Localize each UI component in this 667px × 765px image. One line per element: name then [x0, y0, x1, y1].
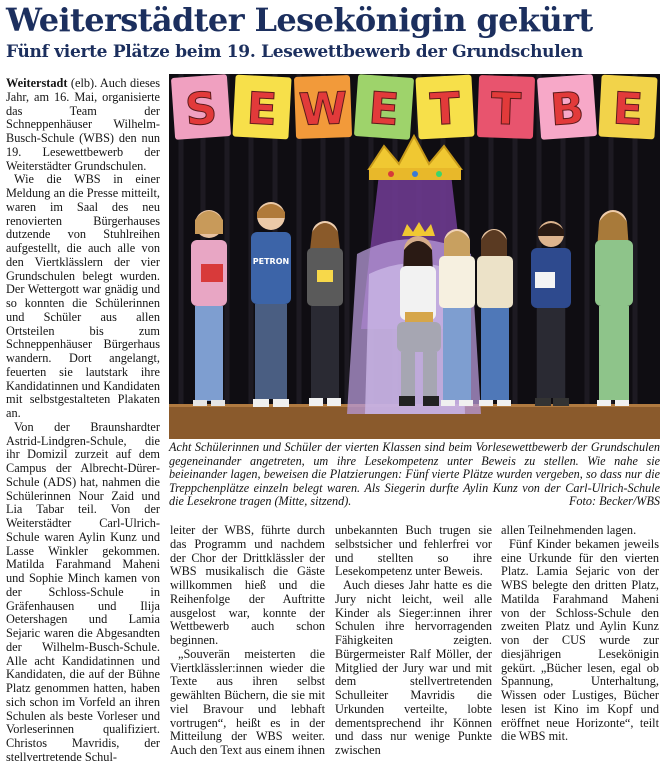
child-figure [439, 229, 475, 406]
article-photo [169, 74, 660, 439]
banner-card [477, 75, 535, 139]
banner-card [354, 74, 414, 140]
article-lead [6, 77, 160, 173]
banner-letter: T [428, 83, 462, 136]
article-paragraph: leiter der WBS, führte durch das Programm und nachdem der Chor der Drittklässler der WBS musikalisch die Gäste willkommen hieß und die Reihenfolge der Auftritte ausgelost war, konnte der Wettbewerb auch schon beginnen. [170, 523, 325, 647]
photo-caption [169, 441, 660, 521]
article-headline: Weiterstädter Lesekönigin gekürt [6, 1, 593, 39]
banner-letter: E [367, 83, 401, 136]
banner-letter: S [183, 82, 219, 137]
article-paragraph: Wie die WBS in einer Meldung an die Presse mitteilt, waren im Saal des neu renovierten Bürgerhauses dutzende von Stuhlreihen aufgestellt, die auch alle von den Viertklässlern der vier Grundschulen belegt wurden. Der Wettergott war gnädig und so konnten die Schülerinnen und Schüler aus allen Ortsteilen bis zum Schneppenhäuser Bürgerhaus wandern. Dort angelangt, feuerten sie lautstark ihre Kandidatinnen und Kandidaten mit selbstgestalteten Plakaten an. [6, 172, 160, 420]
banner-letter: E [611, 83, 645, 136]
article-dateline: Weiterstadt [6, 76, 68, 90]
article-paragraph: Fünf Kinder bekamen jeweils eine Urkunde für den vierten Platz. Lamia Sejaric von der WBS belegte den dritten Platz, Matilda Farahmand Maheni von der Schloss-Schule den zweiten Platz und Aylin Kunz von der CUS wurde zur diesjährigen Lesekönigin gekürt. „Bücher lesen, egal ob Spannung, Unterhaltung, Wissen oder Lustiges, Bücher lesen ist Kino im Kopf und eröffnet neue Horizonte“, teilt die WBS mit. [501, 536, 659, 744]
article-paragraph: unbekannten Buch trugen sie selbstsicher und fehlerfrei vor und stellten so ihre Lesekompetenz unter Beweis. [335, 523, 492, 579]
banner-card [171, 74, 231, 140]
banner-card [598, 75, 657, 140]
child-figure [307, 221, 343, 406]
banner-letter: T [490, 83, 522, 136]
child-figure [595, 210, 633, 406]
article-paragraph: allen Teilnehmenden lagen. [501, 523, 637, 537]
banner-card [294, 75, 352, 139]
article-column-3 [335, 523, 492, 757]
article-column-2 [170, 523, 325, 757]
banner-card [537, 74, 597, 140]
banner-letter: B [548, 82, 586, 137]
banner-card [415, 75, 474, 140]
photo-credit: Foto: Becker/WBS [568, 494, 660, 509]
article-column-4 [501, 523, 659, 744]
shirt-text: PETRON [252, 257, 290, 266]
article-column-1 [6, 76, 161, 764]
article-paragraph: Auch dieses Jahr hatte es die Jury nicht leicht, weil alle Kinder als Sieger:innen ihrer Schulen ihre hervorragenden Fähigkeiten zeigten. Bürgermeister Ralf Möller, der Mitglied der Jury war und mit dem stellvertretenden Schulleiter Mavridis die Urkunden verteilte, lobte dementsprechend ihr Können und dass nur wenige Punkte zwischen [335, 578, 492, 757]
child-figure [531, 221, 571, 406]
banner-letter: E [245, 83, 279, 136]
article-lead-text: (elb). Auch dieses Jahr, am 16. Mai, organisierte das Team der Schneppenhäuser Wilhelm-Busch-Schule (WBS) den nun 19. Lesewettbewerb der Weiterstädter Grundschulen. [6, 76, 161, 173]
child-figure [251, 202, 291, 407]
banner-letter: W [297, 83, 349, 136]
article-subheadline: Fünf vierte Plätze beim 19. Lesewettbewerb der Grundschulen [6, 42, 583, 62]
article-paragraph: „Souverän meisterten die Viertklässler:innen wieder die Texte aus ihren selbst gewählten Büchern, die sie mit viel Bravour und lebhaft vortrugen“, heißt es in der Mitteilung der WBS weiter. Auch den Text aus einem ihnen [170, 646, 325, 757]
article-paragraph: Von der Braunshardter Astrid-Lindgren-Schule, die ihr Domizil zurzeit auf dem Campus der Albrecht-Dürer-Schule (ADS) hat, nahmen die Schülerinnen Nour Zaid und Lia Tabar teil. Von der Weiterstädter Carl-Ulrich-Schule waren Aylin Kunz und Lasse Winkler gekommen. Matilda Farahmand Maheni und Sophie Minch kamen von der Schloss-Schule in Gräfenhausen und Ilija Oetershagen und Lamia Sejaric waren die Abgesandten der Wilhelm-Busch-Schule. Alle acht Kandidatinnen und Kandidaten, die auf der Bühne Platz genommen hatten, haben sich schon im Vorfeld an ihren Schulen als beste Vorleser und Vorleserinnen qualifiziert. Christos Mavridis, der stellvertretende Schul- [6, 419, 160, 764]
banner-card [232, 75, 291, 140]
photo-caption-text: Acht Schülerinnen und Schüler der vierten Klassen sind beim Vorlesewettbewerb der Grundschulen gegeneinander angetreten, um ihre Lesekompetenz unter Beweis zu stellen. Wie nahe sie beieinander lagen, beweisen die Platzierungen: Fünf vierte Plätze wurden vergeben, so dass nur die Treppchenplätze einzeln belegt waren. Als Siegerin durfte Aylin Kunz von der Carl-Ulrich-Schule die Lesekrone tragen (Mitte, sitzend). [169, 440, 660, 509]
